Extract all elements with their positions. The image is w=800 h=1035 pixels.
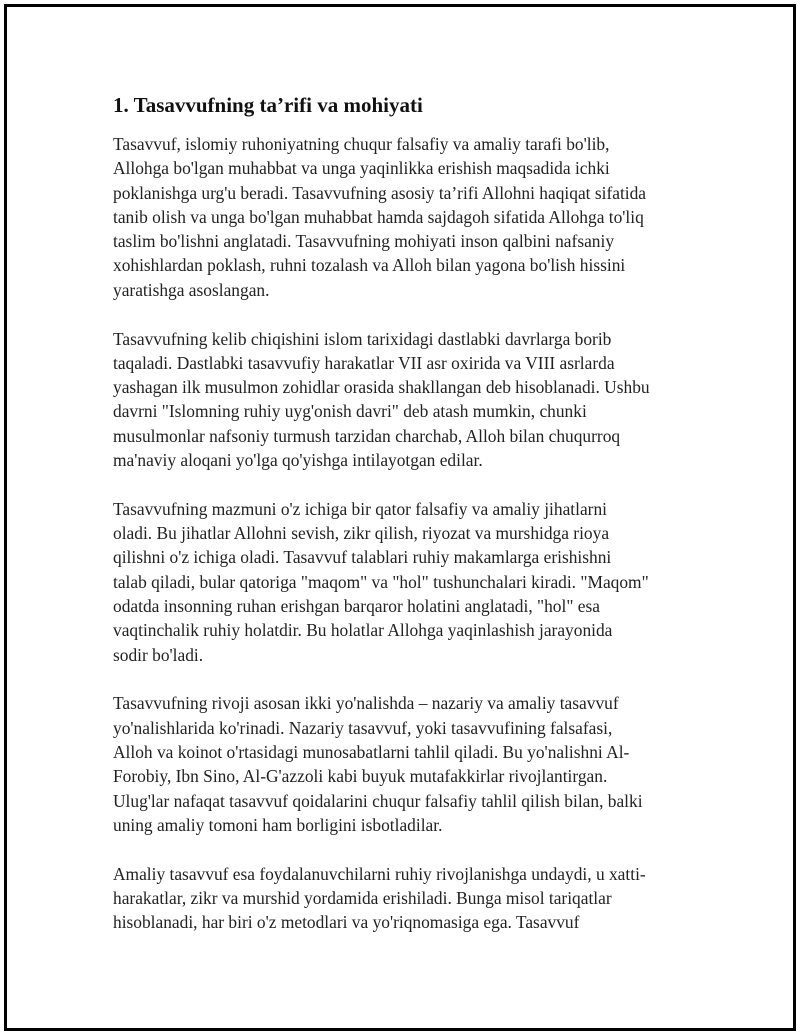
paragraph-origin: Tasavvufning kelib chiqishini islom tarixidagi dastlabki davrlarga borib taqaladi. Dastlabki tasavvufiy harakatlar VII asr oxirida va VIII asrlarda yashagan ilk musulmon zohidlar orasida shakllangan deb hisoblanadi. Ushbu davrni "Islomning ruhiy uyg'onish davri" deb atash mumkin, chunki musulmonlar nafsoniy turmush tarzidan charchab, Alloh bilan chuqurroq ma'naviy aloqani yo'lga qo'yishga intilayotgan edilar. xyxy=(113,328,650,471)
paragraph-definition: Tasavvuf, islomiy ruhoniyatning chuqur falsafiy va amaliy tarafi bo'lib, Allohga bo'lgan muhabbat va unga yaqinlikka erishish maqsadida ichki poklanishga urg'u beradi. Tasavvufning asosiy ta’rifi Allohni haqiqat sifatida tanib olish va unga bo'lgan muhabbat hamda sajdagoh sifatida Allohga to'liq taslim bo'lishni anglatadi. Tasavvufning mohiyati inson qalbini nafsaniy xohishlardan poklash, ruhni tozalash va Alloh bilan yagona bo'lish hissini yaratishga asoslangan. xyxy=(113,134,647,300)
paragraph-content: Tasavvufning mazmuni o'z ichiga bir qator falsafiy va amaliy jihatlarni oladi. Bu jihatlar Allohni sevish, zikr qilish, riyozat va murshidga rioya qilishni o'z ichiga oladi. Tasavvuf talablari ruhiy makamlarga erishishni talab qiladi, bular qatoriga "maqom" va "hol" tushunchalari kiradi. "Maqom" odatda insonning ruhan erishgan barqaror holatini anglatadi, "hol" esa vaqtinchalik ruhiy holatdir. Bu holatlar Allohga yaqinlashish jarayonida sodir bo'ladi. xyxy=(113,498,649,665)
paragraph-practical: Amaliy tasavvuf esa foydalanuvchilarni ruhiy rivojlanishga undaydi, u xatti- harakatlar, zikr va murshid yordamida erishiladi. Bunga misol tariqatlar hisoblanadi, har biri o'z metodlari va yo'riqnomasiga ega. Tasavvuf xyxy=(113,863,646,933)
document-content xyxy=(113,91,693,959)
section-heading: 1. Tasavvufning ta’rifi va mohiyati xyxy=(113,93,423,117)
paragraph-development: Tasavvufning rivoji asosan ikki yo'nalishda – nazariy va amaliy tasavvuf yo'nalishlarida ko'rinadi. Nazariy tasavvuf, yoki tasavvufining falsafasi, Alloh va koinot o'rtasidagi munosabatlarni tahlil qiladi. Bu yo'nalishni Al- Forobiy, Ibn Sino, Al-G'azzoli kabi buyuk mutafakkirlar rivojlantirgan. Ulug'lar nafaqat tasavvuf qoidalarini chuqur falsafiy tahlil qilish bilan, balki uning amaliy tomoni ham borligini isbotladilar. xyxy=(113,693,643,835)
